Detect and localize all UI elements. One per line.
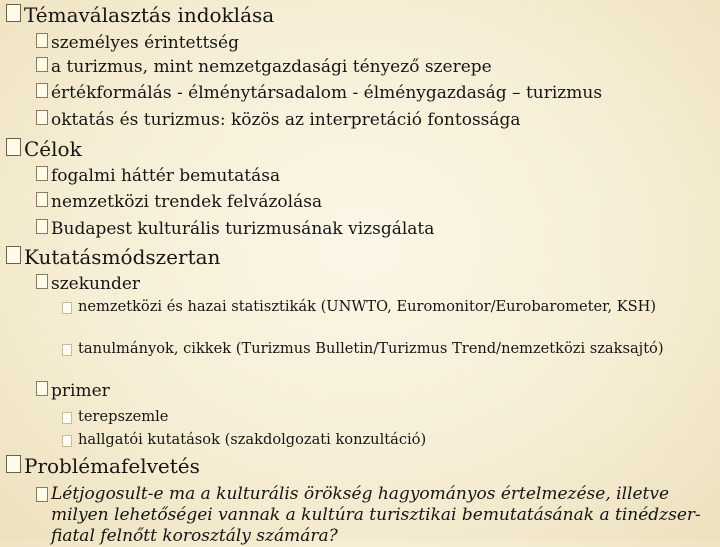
section-heading-kutatasmodszertan (6, 245, 220, 269)
heading-text: Témaválasztás indoklása (24, 3, 275, 27)
list-item-text: primer (51, 381, 110, 401)
bullet-icon (62, 412, 72, 424)
list-item-text: fogalmi háttér bemutatása (51, 166, 281, 186)
bullet-icon (36, 274, 48, 289)
list-item (36, 57, 492, 77)
sub-list-item (62, 431, 702, 448)
list-item-text: oktatás és turizmus: közös az interpretáció fontossága (51, 110, 521, 130)
section-heading-temavalasztas (6, 3, 274, 27)
heading-text: Kutatásmódszertan (24, 245, 221, 269)
sub-list-item-text: terepszemle (78, 408, 169, 425)
list-item (36, 33, 239, 53)
sub-list-item-text: hallgatói kutatások (szakdolgozati konzultáció) (78, 431, 427, 448)
heading-text: Problémafelvetés (24, 454, 200, 478)
bullet-icon (36, 33, 48, 48)
bullet-icon (36, 192, 48, 207)
bullet-icon (36, 381, 48, 396)
list-item-question (36, 484, 716, 547)
bullet-icon (36, 110, 48, 125)
bullet-icon (6, 455, 21, 473)
list-item-szekunder (36, 274, 140, 294)
list-item-text: nemzetközi trendek felvázolása (51, 192, 323, 212)
sub-list-item-text: tanulmányok, cikkek (Turizmus Bulletin/Turizmus Trend/nemzetközi szaksajtó) (78, 340, 664, 357)
bullet-icon (36, 83, 48, 98)
list-item (36, 192, 322, 212)
sub-list-item (62, 340, 702, 357)
section-heading-problemafelvetes (6, 454, 200, 478)
heading-text: Célok (24, 137, 82, 161)
list-item (36, 219, 434, 239)
list-item-text: szekunder (51, 274, 141, 294)
bullet-icon (6, 4, 21, 22)
list-item-primer (36, 381, 110, 401)
bullet-icon (36, 166, 48, 181)
list-item-text: személyes érintettség (51, 33, 239, 53)
list-item-text: Létjogosult-e ma a kulturális örökség hagyományos értelmezése, illetve milyen lehetőségei vannak a kultúra turisztikai bemutatásának a tinédzser-fiatal felnőtt korosztály számára? (51, 484, 701, 546)
section-heading-celok (6, 137, 82, 161)
bullet-icon (62, 302, 72, 314)
sub-list-item-text: nemzetközi és hazai statisztikák (UNWTO, Euromonitor/Eurobarometer, KSH) (78, 298, 657, 315)
bullet-icon (36, 57, 48, 72)
list-item (36, 110, 521, 130)
sub-list-item (62, 408, 702, 425)
list-item-text: Budapest kulturális turizmusának vizsgálata (51, 219, 435, 239)
sub-list-item (62, 298, 702, 315)
list-item (36, 83, 602, 103)
bullet-icon (6, 246, 21, 264)
bullet-icon (6, 138, 21, 156)
bullet-icon (62, 344, 72, 356)
bullet-icon (62, 435, 72, 447)
list-item-text: a turizmus, mint nemzetgazdasági tényező szerepe (51, 57, 492, 77)
list-item-text: értékformálás - élménytársadalom - élménygazdaság – turizmus (51, 83, 603, 103)
bullet-icon (36, 219, 48, 234)
list-item (36, 166, 280, 186)
bullet-icon (36, 487, 48, 502)
